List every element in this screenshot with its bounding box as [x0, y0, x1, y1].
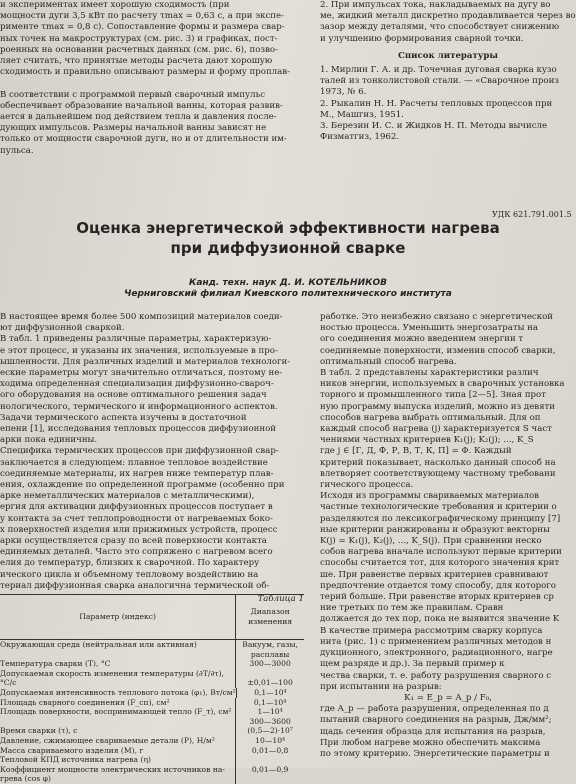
table-row — [0, 765, 304, 775]
reference-line: 1973, № 6. — [320, 87, 367, 98]
text-line: пульса. — [0, 145, 34, 156]
text-line: роенных на основании расчетных данных (см. рис. 6), позво- — [0, 44, 278, 55]
table-row — [0, 698, 304, 708]
text-line: В табл. 1 приведены различные параметры, характеризую- — [0, 334, 272, 345]
reference-line: 3. Березин И. С. и Жидков Н. П. Методы вычисле — [320, 121, 548, 132]
text-line: В табл. 2 представлены характеристики различ — [320, 368, 539, 379]
cell-parameter: Давление, сжимающее свариваемые детали (P), Н/м² — [0, 735, 215, 745]
text-line: ние третьих по тем же правилам. Сравн — [320, 603, 504, 614]
table-row — [0, 746, 304, 756]
text-line: В настоящее время более 500 композиций материалов соеди- — [0, 312, 283, 322]
references-heading: Список литературы — [398, 50, 498, 61]
cell-parameter — [0, 650, 235, 660]
text-line: щем разряде и др.). За первый пример к — [320, 659, 505, 670]
text-line: соединяемые материалы, их нагрев ниже температур плав- — [0, 468, 274, 479]
text-line: и улучшению формирования сварной точки. — [320, 33, 524, 44]
cell-range: 0,01—0,9 — [235, 765, 304, 775]
text-line: ается в дальнейшем под действием тепла и давления после- — [0, 112, 277, 123]
text-line: рименте τmax = 0,8 с). Сопоставление формы и размера свар- — [0, 22, 285, 33]
parameters-table — [0, 594, 304, 784]
text-line: способы считается тот, для которого значения крит — [320, 558, 560, 569]
text-line: у контакта за счет теплопроводности от нагреваемых боко- — [0, 513, 273, 524]
table-label: Таблица 1 — [257, 594, 304, 605]
table-header — [0, 595, 304, 640]
cell-range: 10—10⁴ — [235, 736, 304, 746]
cell-parameter: Масса свариваемого изделия (M), г — [0, 745, 144, 755]
text-line: чества сварки, т. е. работу разрушения сварного с — [320, 670, 552, 681]
table-row — [0, 669, 304, 679]
text-line: влетворяет соответствующему частному требовани — [320, 468, 556, 479]
text-line: дующих импульсов. Размеры начальной ванны зависят не — [0, 123, 267, 134]
text-line: ышленности. Для различных изделий и материалов технологи- — [0, 356, 291, 367]
text-line: Исходя из программы свариваемых материалов — [320, 491, 540, 502]
text-line: оптимальный способ нагрева. — [320, 356, 457, 367]
text-line: дукционного, электронного, радиационного, нагре — [320, 648, 553, 659]
body-right-column — [320, 312, 576, 760]
text-line: ергия для активации диффузионных процессов поступает в — [0, 502, 273, 513]
table-row — [0, 717, 304, 727]
text-line: ения, охлаждение по определенной программе (особенно при — [0, 480, 285, 491]
text-line: ляет считать, что принятые методы расчета дают хорошую — [0, 56, 273, 67]
text-line: частные технологические требования и критерии о — [320, 502, 557, 513]
text-line: K(j) = K₁(j), K₂(j), ..., K_S(j). При сравнении неско — [320, 536, 542, 547]
text-line: гического процесса. — [320, 480, 414, 491]
cell-parameter — [0, 717, 235, 727]
cell-range: Вакуум, газы, — [235, 640, 304, 650]
reference-line: Физматгиз, 1962. — [320, 132, 400, 143]
text-line: епени [1], исследования тепловых процессов диффузионной — [0, 424, 276, 435]
text-line: При любом нагреве можно обеспечить максима — [320, 737, 541, 748]
text-line: и экспериментах имеет хорошую сходимость (при — [0, 0, 230, 10]
top-left-column — [0, 0, 300, 157]
reference-line: 2. Рыкалин Н. Н. Расчеты тепловых процессов при — [320, 98, 553, 109]
text-line: должается до тех пор, пока не выявится значение K — [320, 614, 560, 625]
text-line: арки осуществляется сразу по всей поверхности контакта — [0, 536, 267, 547]
affiliation: Черниговский филиал Киевского политехнического института — [124, 289, 452, 299]
text-line: критерий показывает, насколько данный способ на — [320, 457, 556, 468]
text-line: чениями частных критериев K₁(j); K₂(j); ..., K_S — [320, 435, 534, 446]
text-line: соединяемые поверхности, изменив способ сварки, — [320, 345, 556, 356]
cell-parameter: Площадь сварного соединения (F_сп), см² — [0, 697, 170, 707]
reference-line: 1. Мирлин Г. А. и др. Точечная дуговая сварка кузо — [320, 65, 557, 76]
text-line: единяемых деталей. Часто это сопряжено с нагревом всего — [0, 547, 273, 558]
text-line: нологического, термического и информационного аспектов. — [0, 401, 278, 412]
text-line: е этот процесс, и указаны их значения, используемые в про- — [0, 345, 278, 356]
text-line: арки пока единичны. — [0, 435, 98, 446]
header-parameter: Параметр (индекс) — [79, 612, 156, 622]
text-line: Задачи термического аспекта изучены в достаточной — [0, 412, 247, 423]
body-left-column — [0, 312, 304, 605]
text-line: собов нагрева вначале используют первые критерии — [320, 547, 562, 558]
cell-parameter: Коэффициент мощности электрических источников на- — [0, 764, 225, 774]
text-line: ого соединения можно введением энергии т — [320, 334, 524, 345]
text-line: 2. При импульсах тока, накладываемых на дугу во — [320, 0, 551, 10]
text-line: торного и промышленного типа [2—5]. Зная прот — [320, 390, 546, 401]
cell-parameter: Время сварки (τ), с — [0, 726, 78, 736]
cell-parameter: Площадь поверхности, воспринимающей тепло (F_т), см² — [0, 707, 232, 717]
title-line: Оценка энергетической эффективности нагрева — [76, 219, 500, 237]
udc-code: УДК 621.791.001.5 — [492, 210, 572, 219]
cell-range: 1—10⁴ — [235, 707, 304, 717]
cell-range — [235, 669, 304, 679]
text-line: В соответствии с программой первый сварочный импульс — [0, 89, 266, 100]
text-line: щадь сечения образца для испытания на разрыв, — [320, 726, 546, 737]
text-line: териал диффузионная сварка аналогична термической об- — [0, 580, 270, 591]
text-line: где j ∈ [Г, Д, Ф, Р, В, Т, К, П] = Φ. Каждый — [320, 446, 512, 457]
text-line: способов нагрева выбрать оптимальный. Для оп — [320, 412, 541, 423]
article-byline — [0, 278, 576, 300]
table-row — [0, 736, 304, 746]
text-line: ников энергии, используемых в сварочных установка — [320, 379, 565, 390]
text-line: еские параметры могут значительно отличаться, поэтому не- — [0, 368, 283, 379]
text-line: нита (рис. 1) с применением различных методов н — [320, 636, 552, 647]
cell-parameter: грева (cos φ) — [0, 774, 51, 784]
text-line — [0, 78, 300, 89]
cell-range: ±0,01—100 — [235, 678, 304, 688]
table-row — [0, 678, 304, 688]
text-line: Специфика термических процессов при диффузионной свар- — [0, 446, 279, 457]
text-line: терий больше. При равенстве вторых критериев ср — [320, 592, 554, 603]
cell-range: 0,1—10⁴ — [235, 698, 304, 708]
text-line: ического цикла и объемному тепловому воздействию на — [0, 569, 259, 580]
cell-parameter: Температура сварки (T), °С — [0, 659, 111, 669]
text-line: х поверхностей изделия или прижимных устройств, процесс — [0, 524, 278, 535]
formula: K₁ = E_р = A_р / F₀, — [404, 692, 492, 703]
text-line: ностью процесса. Уменьшить энергозатраты на — [320, 323, 539, 334]
text-line: разделяются по лексикографическому принципу [7] — [320, 513, 561, 524]
table-row — [0, 726, 304, 736]
text-line: зазор между деталями, что способствует снижению — [320, 22, 560, 33]
text-line: предпочтение отдается тому способу, для которого — [320, 580, 556, 591]
cell-range: 0,1—10⁴ — [236, 688, 304, 698]
text-line: ого оборудования на основе оптимального решения задач — [0, 390, 267, 401]
text-line: ные критерии ранжированы и образуют векторны — [320, 524, 550, 535]
text-line: ме, жидкий металл дискретно продавливается через во — [320, 11, 576, 22]
reference-line: М., Машгиз, 1951. — [320, 109, 404, 120]
cell-range — [235, 755, 304, 765]
cell-parameter: Окружающая среда (нейтральная или активная) — [0, 640, 197, 649]
table-row — [0, 688, 304, 698]
title-line: при диффузионной сварке — [170, 239, 406, 257]
text-line: ходима определенная специализация диффузионно-свароч- — [0, 379, 274, 390]
text-line: ют диффузионной сваркой. — [0, 323, 125, 334]
cell-parameter: Тепловой КПД источника нагрева (η) — [0, 755, 151, 765]
text-line: каждый способ нагрева (j) характеризуется S част — [320, 424, 552, 435]
reference-line: талей из тонколистовой стали. — «Сварочное произ — [320, 76, 559, 87]
text-line: обеспечивает образование начальной ванны, которая развив- — [0, 100, 283, 111]
text-line: арке неметаллических материалов с металлическими), — [0, 491, 255, 502]
text-line: ных точек на макроструктурах (см. рис. 3) и графиках, пост- — [0, 33, 278, 44]
text-line: при испытании на разрыв: — [320, 681, 442, 692]
cell-range: 300—3000 — [235, 659, 304, 669]
text-line: ную программу выпуска изделий, можно из девяти — [320, 401, 556, 412]
text-line: работке. Это неизбежно связано с энергетической — [320, 312, 554, 322]
table-row — [0, 774, 304, 784]
cell-range: расплавы — [235, 650, 304, 660]
article-title — [0, 218, 576, 258]
table-row — [0, 707, 304, 717]
cell-parameter: °С/с — [0, 678, 17, 688]
table-row — [0, 650, 304, 660]
text-line: сходимость и правильно описывают размеры и форму проплав- — [0, 67, 290, 78]
text-line: по этому критерию. Энергетические параметры и — [320, 748, 550, 759]
header-range: Диапазон изменения — [235, 595, 304, 639]
cell-range: 0,01—0,8 — [235, 746, 304, 756]
cell-parameter: Допускаемая скорость изменения температуры (∂T/∂τ), — [0, 668, 224, 678]
text-line: где A_р — работа разрушения, определенная по д — [320, 704, 549, 715]
text-line: В качестве примера рассмотрим сварку корпуса — [320, 625, 543, 636]
cell-range: 300—3600 — [235, 717, 304, 727]
text-line: пытаний сварного соединения на разрыв, Дж/мм²; — [320, 715, 552, 726]
table-row — [0, 659, 304, 669]
text-line: елия до температур, близких к сварочной. По характеру — [0, 558, 260, 569]
top-right-column — [320, 0, 576, 143]
table-row — [0, 640, 304, 650]
table-row — [0, 755, 304, 765]
text-line: мощности дуги 3,5 кВт по расчету τmax = 0,63 с, а при экспе- — [0, 11, 284, 22]
cell-parameter: Допускаемая интенсивность теплового потока (φ₁), Вт/см² — [0, 687, 236, 697]
author-name: Канд. техн. наук Д. И. КОТЕЛЬНИКОВ — [189, 278, 387, 288]
text-line: ше. При равенстве первых критериев сравнивают — [320, 569, 549, 580]
cell-range — [235, 774, 304, 784]
cell-range: (0,5—2)·10⁷ — [235, 726, 304, 736]
text-line: только от мощности сварочной дуги, но и от длительности им- — [0, 134, 287, 145]
text-line: заключается в следующем: плавное тепловое воздействие — [0, 457, 268, 468]
